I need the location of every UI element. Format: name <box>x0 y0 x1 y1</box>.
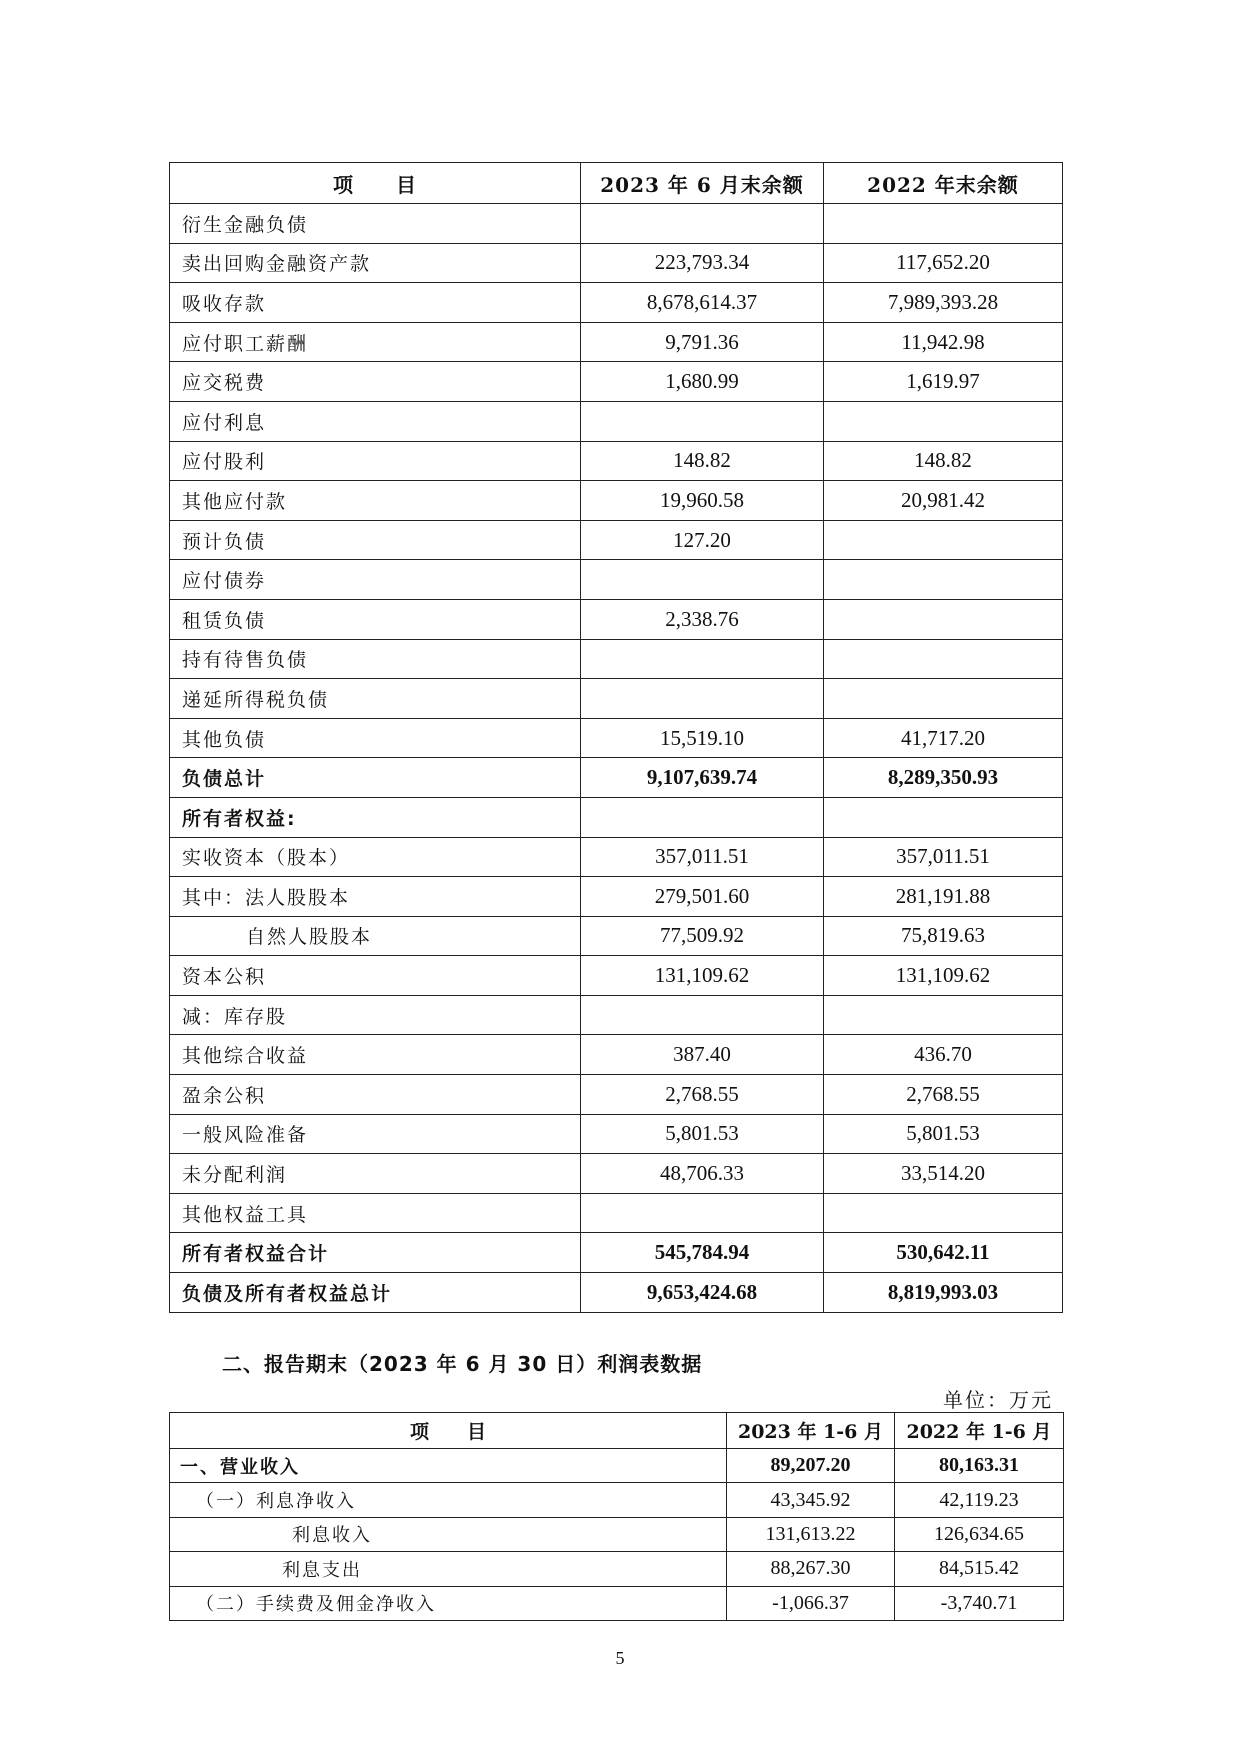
row-label: （二）手续费及佣金净收入 <box>170 1586 727 1620</box>
value-2023: 5,801.53 <box>581 1114 824 1154</box>
table-row <box>170 916 1063 956</box>
table-row <box>170 204 1063 244</box>
value-2023: -1,066.37 <box>727 1586 895 1620</box>
value-2023: 223,793.34 <box>581 243 824 283</box>
table-row <box>170 718 1063 758</box>
row-label: 一、营业收入 <box>170 1449 727 1483</box>
header-2023-jun: 2023 年 6 月末余额 <box>581 163 824 204</box>
value-2022: 281,191.88 <box>824 877 1063 917</box>
value-2023: 357,011.51 <box>581 837 824 877</box>
table-row <box>170 1193 1063 1233</box>
table-row <box>170 639 1063 679</box>
value-2022 <box>824 639 1063 679</box>
value-2023: 77,509.92 <box>581 916 824 956</box>
row-label: （一）利息净收入 <box>170 1483 727 1517</box>
row-label: 利息收入 <box>170 1517 727 1551</box>
row-label: 所有者权益合计 <box>170 1233 581 1273</box>
table-row <box>170 441 1063 481</box>
row-label: 资本公积 <box>170 956 581 996</box>
value-2023: 148.82 <box>581 441 824 481</box>
income-statement-table <box>169 1412 1064 1621</box>
value-2022 <box>824 679 1063 719</box>
value-2022 <box>824 1193 1063 1233</box>
row-label: 一般风险准备 <box>170 1114 581 1154</box>
header-2023-h1: 2023 年 1-6 月 <box>727 1413 895 1449</box>
value-2023: 88,267.30 <box>727 1552 895 1586</box>
row-label: 未分配利润 <box>170 1154 581 1194</box>
value-2023: 48,706.33 <box>581 1154 824 1194</box>
value-2023 <box>581 401 824 441</box>
row-label: 应付利息 <box>170 401 581 441</box>
row-label: 其他综合收益 <box>170 1035 581 1075</box>
row-label: 衍生金融负债 <box>170 204 581 244</box>
table-row <box>170 1586 1064 1620</box>
value-2022: 7,989,393.28 <box>824 283 1063 323</box>
page-number: 5 <box>615 1648 625 1668</box>
row-label: 利息支出 <box>170 1552 727 1586</box>
table-row <box>170 1483 1064 1517</box>
value-2023: 387.40 <box>581 1035 824 1075</box>
value-2023 <box>581 797 824 837</box>
value-2022: 8,289,350.93 <box>824 758 1063 798</box>
value-2022 <box>824 797 1063 837</box>
value-2022: 11,942.98 <box>824 322 1063 362</box>
table-row <box>170 283 1063 323</box>
value-2022: 131,109.62 <box>824 956 1063 996</box>
value-2023: 1,680.99 <box>581 362 824 402</box>
value-2022: 42,119.23 <box>895 1483 1064 1517</box>
row-label: 预计负债 <box>170 520 581 560</box>
value-2022: 1,619.97 <box>824 362 1063 402</box>
header-item: 项 目 <box>170 1413 727 1449</box>
value-2022 <box>824 995 1063 1035</box>
value-2022: 148.82 <box>824 441 1063 481</box>
table-row <box>170 1035 1063 1075</box>
value-2023: 9,791.36 <box>581 322 824 362</box>
header-2022-end: 2022 年末余额 <box>824 163 1063 204</box>
balance-sheet-table <box>169 162 1063 1313</box>
total-row <box>170 758 1063 798</box>
table-row <box>170 1552 1064 1586</box>
row-label: 所有者权益: <box>170 797 581 837</box>
value-2023: 131,109.62 <box>581 956 824 996</box>
value-2023: 127.20 <box>581 520 824 560</box>
value-2023: 9,107,639.74 <box>581 758 824 798</box>
row-label: 其他权益工具 <box>170 1193 581 1233</box>
row-label: 自然人股股本 <box>170 916 581 956</box>
table-row <box>170 599 1063 639</box>
value-2022 <box>824 204 1063 244</box>
value-2023 <box>581 1193 824 1233</box>
row-label: 负债及所有者权益总计 <box>170 1273 581 1313</box>
value-2022: 530,642.11 <box>824 1233 1063 1273</box>
value-2022: 357,011.51 <box>824 837 1063 877</box>
header-2022-h1: 2022 年 1-6 月 <box>895 1413 1064 1449</box>
value-2022 <box>824 401 1063 441</box>
row-label: 应付债券 <box>170 560 581 600</box>
value-2022: 8,819,993.03 <box>824 1273 1063 1313</box>
table-row <box>170 481 1063 521</box>
value-2023: 89,207.20 <box>727 1449 895 1483</box>
header-item: 项 目 <box>170 163 581 204</box>
value-2023: 545,784.94 <box>581 1233 824 1273</box>
value-2023: 15,519.10 <box>581 718 824 758</box>
value-2023: 279,501.60 <box>581 877 824 917</box>
row-label: 其他应付款 <box>170 481 581 521</box>
row-label: 应付股利 <box>170 441 581 481</box>
value-2023: 2,768.55 <box>581 1075 824 1115</box>
row-label: 应付职工薪酬 <box>170 322 581 362</box>
table-row <box>170 1517 1064 1551</box>
value-2022 <box>824 560 1063 600</box>
value-2023 <box>581 995 824 1035</box>
value-2023 <box>581 639 824 679</box>
table-row <box>170 995 1063 1035</box>
value-2022: -3,740.71 <box>895 1586 1064 1620</box>
value-2023: 8,678,614.37 <box>581 283 824 323</box>
table-row <box>170 520 1063 560</box>
value-2022: 436.70 <box>824 1035 1063 1075</box>
table-row <box>170 877 1063 917</box>
row-label: 实收资本（股本） <box>170 837 581 877</box>
row-label: 吸收存款 <box>170 283 581 323</box>
row-label: 递延所得税负债 <box>170 679 581 719</box>
table-row <box>170 560 1063 600</box>
value-2022: 126,634.65 <box>895 1517 1064 1551</box>
table-row <box>170 679 1063 719</box>
value-2023 <box>581 560 824 600</box>
table-row <box>170 1114 1063 1154</box>
value-2022: 117,652.20 <box>824 243 1063 283</box>
table-row <box>170 243 1063 283</box>
row-label: 减：库存股 <box>170 995 581 1035</box>
row-label: 盈余公积 <box>170 1075 581 1115</box>
value-2023: 131,613.22 <box>727 1517 895 1551</box>
section-title: 二、报告期末（2023 年 6 月 30 日）利润表数据 <box>222 1352 703 1376</box>
value-2022: 41,717.20 <box>824 718 1063 758</box>
table-row <box>170 1449 1064 1483</box>
value-2023: 2,338.76 <box>581 599 824 639</box>
table-row <box>170 1075 1063 1115</box>
row-label: 卖出回购金融资产款 <box>170 243 581 283</box>
section-header-row <box>170 797 1063 837</box>
row-label: 租赁负债 <box>170 599 581 639</box>
value-2023 <box>581 204 824 244</box>
value-2022: 75,819.63 <box>824 916 1063 956</box>
value-2023 <box>581 679 824 719</box>
table-header-row <box>170 1413 1064 1449</box>
value-2022 <box>824 599 1063 639</box>
value-2023: 43,345.92 <box>727 1483 895 1517</box>
value-2022: 33,514.20 <box>824 1154 1063 1194</box>
table-row <box>170 1154 1063 1194</box>
row-label: 应交税费 <box>170 362 581 402</box>
value-2022: 84,515.42 <box>895 1552 1064 1586</box>
row-label: 其中：法人股股本 <box>170 877 581 917</box>
table-row <box>170 362 1063 402</box>
total-row <box>170 1233 1063 1273</box>
value-2022: 20,981.42 <box>824 481 1063 521</box>
value-2022: 2,768.55 <box>824 1075 1063 1115</box>
value-2022: 5,801.53 <box>824 1114 1063 1154</box>
table-row <box>170 322 1063 362</box>
table-row <box>170 401 1063 441</box>
value-2023: 9,653,424.68 <box>581 1273 824 1313</box>
table-row <box>170 956 1063 996</box>
total-row <box>170 1273 1063 1313</box>
row-label: 负债总计 <box>170 758 581 798</box>
value-2023: 19,960.58 <box>581 481 824 521</box>
row-label: 持有待售负债 <box>170 639 581 679</box>
row-label: 其他负债 <box>170 718 581 758</box>
table-header-row <box>170 163 1063 204</box>
value-2022 <box>824 520 1063 560</box>
unit-label: 单位：万元 <box>943 1388 1053 1412</box>
value-2022: 80,163.31 <box>895 1449 1064 1483</box>
table-row <box>170 837 1063 877</box>
